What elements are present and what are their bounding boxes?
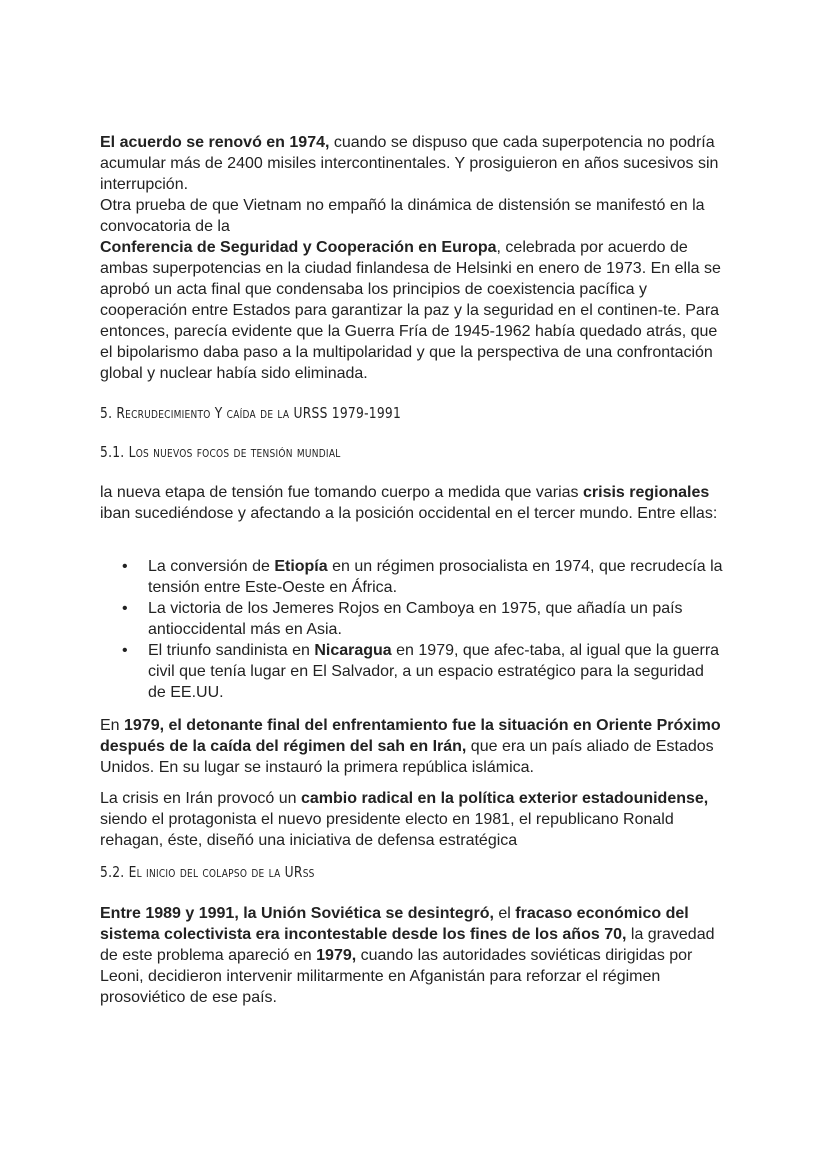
text: En [100,717,125,734]
paragraph-politica-exterior [100,788,725,851]
list-item [100,556,725,598]
bold-text: Nicaragua [314,642,392,659]
bold-text: 1979, el detonante final del enfrentamiento fue la situación en Oriente Próximo después de la caída del régimen del sah en Irán, [100,717,721,755]
heading-section-5-2: 5.2. El inicio del colapso de la URss [100,863,315,881]
bold-text: fracaso económico del sistema colectivista era incontestable desde los fines de los años 70, [100,905,689,943]
bold-text: 1979, [316,947,357,964]
bold-text: Conferencia de Seguridad y Cooperación en Europa [100,239,497,256]
text: , celebrada por acuerdo de ambas superpotencias en la ciudad finlandesa de Helsinki en enero de 1973. En ella se aprobó un acta final que condensaba los principios de coexistencia pacífica y cooperación entre Estados para garantizar la paz y la seguridad en el continen-te. Para entonces, parecía evidente que la Guerra Fría de 1945-1962 había quedado atrás, que el bipolarismo daba paso a la multipolaridad y que la perspectiva de una confrontación global y nuclear había sido eliminada. [100,239,721,382]
text: La victoria de los Jemeres Rojos en Camboya en 1975, que añadía un país antioccidental más en Asia. [148,600,683,638]
text: el [493,905,516,922]
text: iban sucediéndose y afectando a la posición occidental en el tercer mundo. Entre ellas: [100,505,718,522]
bold-text: El acuerdo se renovó en 1974, [100,134,330,151]
text: La crisis en Irán provocó un [100,790,301,807]
bold-text: crisis regionales [583,484,710,501]
text: Otra prueba de que Vietnam no empañó la dinámica de distensión se manifestó en la convocatoria de la [100,197,705,235]
bold-text: Etiopía [274,558,328,575]
text: El triunfo sandinista en [148,642,315,659]
text: cuando se dispuso que cada superpotencia no podría acumular más de 2400 misiles intercontinentales. Y prosiguieron en años sucesivos sin interrupción. [100,134,719,193]
text: la nueva etapa de tensión fue tomando cuerpo a medida que varias [100,484,583,501]
list-item [100,640,725,703]
paragraph-colapso-urss [100,903,725,1008]
text: que era un país aliado de Estados Unidos. En su lugar se instauró la primera república islámica. [100,738,714,776]
bold-text: Entre 1989 y 1991, la Unión Soviética se desintegró, [100,905,494,922]
text: La conversión de [148,558,275,575]
text: cuando las autoridades soviéticas dirigidas por Leoni, decidieron intervenir militarmente en Afganistán para reforzar el régimen prosoviético de ese país. [100,947,693,1006]
list-item [100,598,725,640]
bullet-list [100,556,725,703]
heading-section-5-1: 5.1. Los nuevos focos de tensión mundial [100,443,341,461]
paragraph-acuerdo-1974 [100,132,725,195]
paragraph-helsinki [100,237,725,384]
text: en un régimen prosocialista en 1974, que recrudecía la tensión entre Este-Oeste en África. [148,558,723,596]
paragraph-vietnam [100,195,725,237]
bold-text: cambio radical en la política exterior estadounidense, [301,790,709,807]
text: en 1979, que afec-taba, al igual que la guerra civil que tenía lugar en El Salvador, a un espacio estratégico para la seguridad de EE.UU. [148,642,720,701]
paragraph-crisis-regionales [100,482,725,524]
paragraph-iran-1979 [100,715,725,778]
heading-section-5: 5. Recrudecimiento Y caída de la URSS 1979-1991 [100,404,402,422]
text: siendo el protagonista el nuevo presidente electo en 1981, el republicano Ronald rehagan, éste, diseñó una iniciativa de defensa estratégica [100,811,674,849]
text: la gravedad de este problema apareció en [100,926,715,964]
